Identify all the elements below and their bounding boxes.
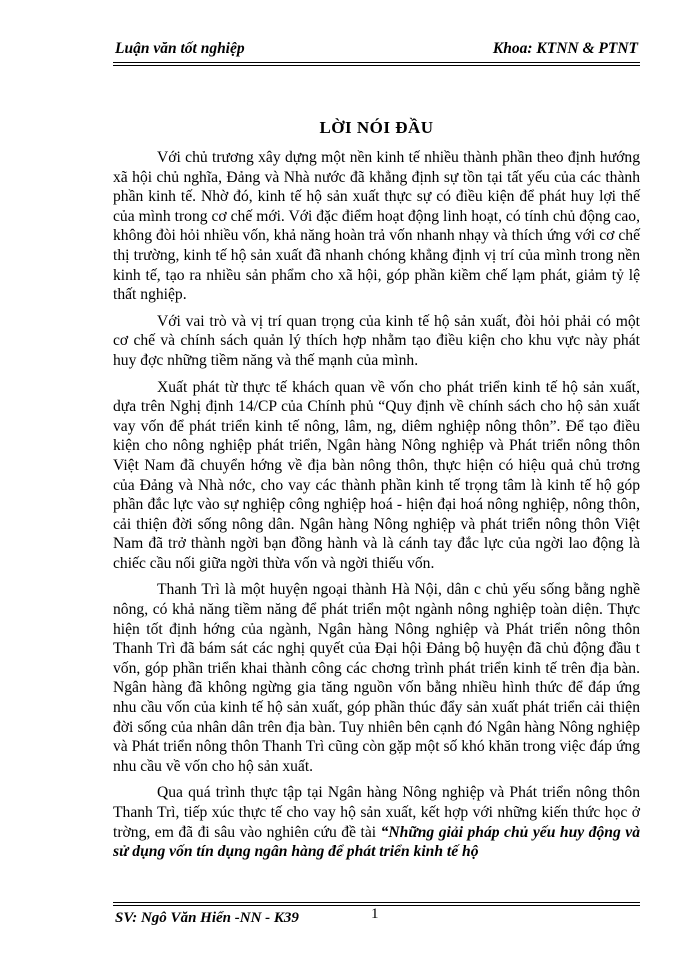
page-title: LỜI NÓI ĐẦU <box>319 118 434 137</box>
body-text <box>113 148 640 869</box>
page-footer <box>113 908 640 932</box>
page-header <box>113 38 640 62</box>
footer-student-label: SV: Ngô Văn Hiển -NN - K39 <box>115 910 299 926</box>
paragraph-last <box>113 783 640 861</box>
paragraph: Với chủ trương xây dựng một nền kinh tế nhiều thành phần theo định hướng xã hội chủ nghĩa, Đảng và Nhà nước đã khẳng định sự tồn tại tất yếu của các thành phần kinh tế. Nhờ đó, kinh tế hộ sản xuất thực sự có điều kiện để phát huy lợi thế của mình trong cơ chế mới. Với đặc điểm hoạt động linh hoạt, có tính chủ động cao, không đòi hỏi nhiều vốn, khả năng hoàn trả vốn nhanh nhạy và thích ứng với cơ chế thị trường, kinh tế hộ sản xuất đã nhanh chóng khẳng định vị trí của mình trong nền kinh tế, tạo ra nhiều sản phẩm cho xã hội, góp phần kiềm chế lạm phát, giảm tỷ lệ thất nghiệp. <box>113 149 640 304</box>
header-faculty-label: Khoa: KTNN & PTNT <box>492 40 638 57</box>
paragraph: Xuất phát từ thực tế khách quan về vốn cho phát triển kinh tế hộ sản xuất, dựa trên Nghị định 14/CP của Chính phủ “Quy định về chính sách cho hộ sản xuất vay vốn để phát triển kinh tế nông, lâm, ng, diêm nghiệp nông thôn”. Để tạo điều kiện cho nông nghiệp phát triển, Ngân hàng Nông nghiệp và Phát triển nông thôn Việt Nam đã chuyển hớng về địa bàn nông thôn, thực hiện có hiệu quả chủ trơng của Đảng và Nhà nớc, cho vay các thành phần kinh tế trọng tâm là kinh tế hộ góp phần đắc lực vào sự nghiệp công nghiệp hoá - hiện đại hoá nông nghiệp, nông thôn, cải thiện đời sống nông dân. Ngân hàng Nông nghiệp và phát triển nông thôn Việt Nam đã trở thành ngời bạn đồng hành và là cánh tay đắc lực của ngời lao động là chiếc cầu nối giữa ngời thừa vốn và ngời thiếu vốn. <box>113 378 640 572</box>
footer-rule <box>113 902 640 903</box>
paragraph-last-text: Qua quá trình thực tập tại Ngân hàng Nông nghiệp và Phát triển nông thôn Thanh Trì, tiếp xúc thực tế cho vay hộ sản xuất, kết hợp với những kiến thức học ở trờng, em đã đi sâu vào nghiên cứu đề tài <box>113 784 640 841</box>
page-number: 1 <box>371 906 379 922</box>
header-rule <box>113 62 640 63</box>
thesis-topic-emphasis: “Những giải pháp chủ yếu huy động và sử dụng vốn tín dụng ngân hàng để phát triển kinh tế hộ <box>113 823 640 861</box>
paragraph: Với vai trò và vị trí quan trọng của kinh tế hộ sản xuất, đòi hỏi phải có một cơ chế và chính sách quản lý thích hợp nhằm tạo điều kiện cho khu vực này phát huy đợc những tiềm năng và thế mạnh của mình. <box>113 312 640 369</box>
header-rule-thin <box>113 65 640 66</box>
header-thesis-label: Luận văn tốt nghiệp <box>115 40 245 57</box>
paragraph: Thanh Trì là một huyện ngoại thành Hà Nội, dân c chủ yếu sống bằng nghề nông, có khả năng tiềm năng để phát triển một ngành nông nghiệp toàn diện. Thực hiện tốt định hớng của ngành, Ngân hàng Nông nghiệp và Phát triển nông thôn Thanh Trì đã bám sát các nghị quyết của Đại hội Đảng bộ huyện đã chủ động đầu t vốn, góp phần triển khai thành công các chơng trình phát triển kinh tế trên địa bàn. Ngân hàng đã không ngừng gia tăng nguồn vốn bằng nhiều hình thức để đáp ứng nhu cầu vốn của kinh tế hộ sản xuất, góp phần thúc đẩy sản xuất phát triển cải thiện đời sống của nhân dân trên địa bàn. Tuy nhiên bên cạnh đó Ngân hàng Nông nghiệp và Phát triển nông thôn Thanh Trì cũng còn gặp một số khó khăn trong việc đáp ứng nhu cầu về vốn cho hộ sản xuất. <box>113 581 640 775</box>
